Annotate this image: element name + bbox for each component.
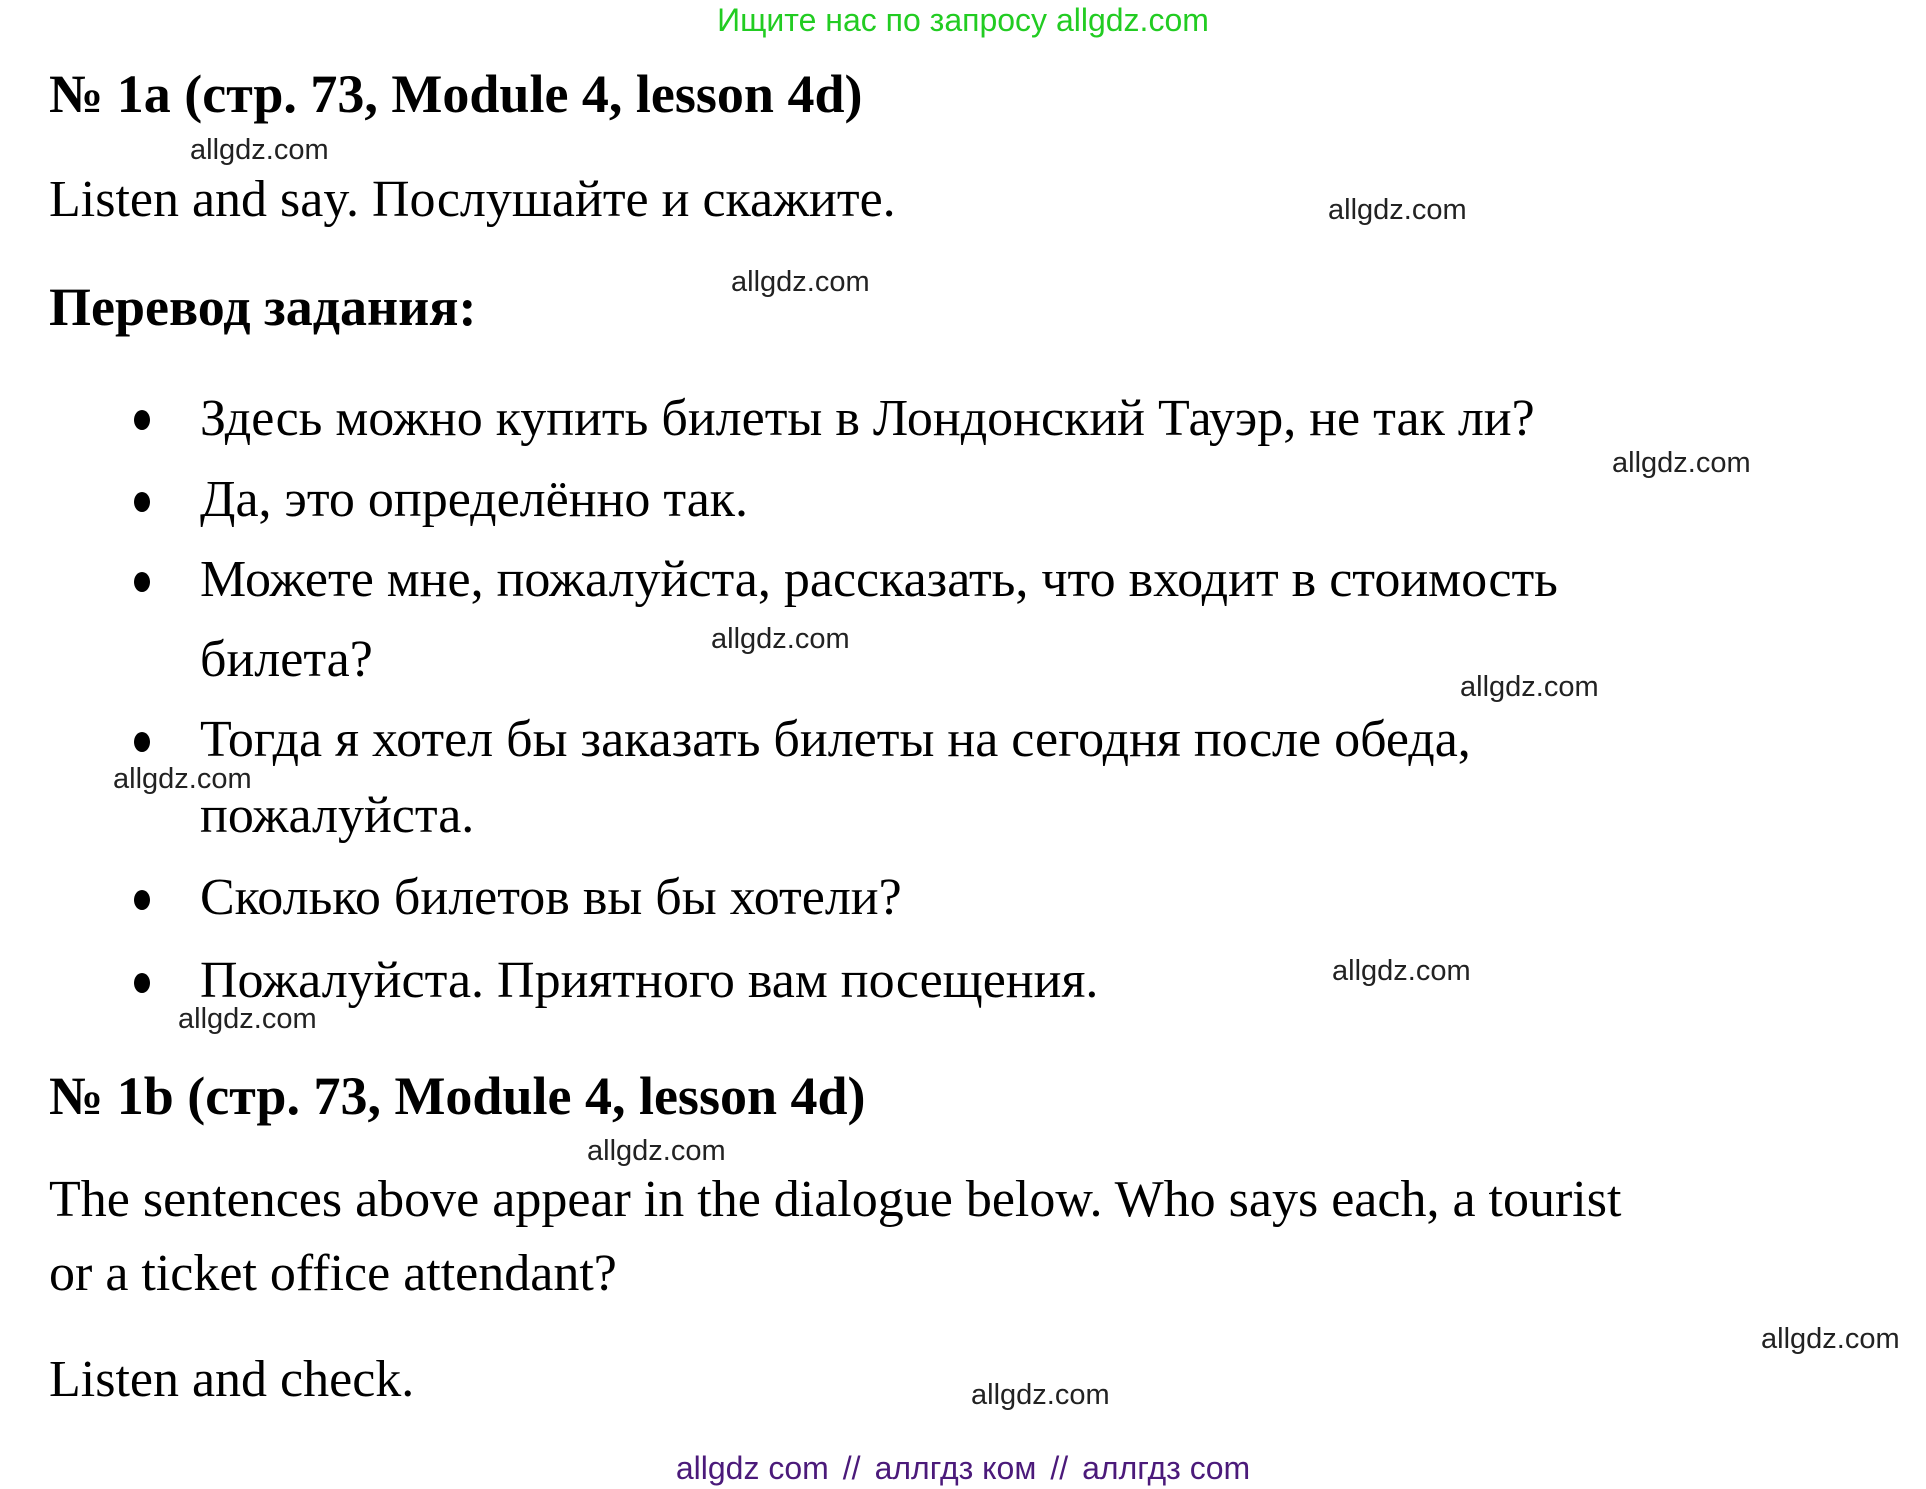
- footer-separator: //: [1050, 1450, 1069, 1486]
- watermark: allgdz.com: [711, 623, 850, 655]
- list-item: Пожалуйста. Приятного вам посещения.: [200, 952, 1099, 1009]
- bullet-icon: [134, 410, 150, 430]
- list-item-continuation: пожалуйста.: [200, 787, 475, 844]
- watermark: allgdz.com: [1612, 447, 1751, 479]
- footer-separator: //: [842, 1450, 861, 1486]
- watermark: allgdz.com: [1328, 194, 1467, 226]
- watermark: allgdz.com: [190, 134, 329, 166]
- bullet-icon: [134, 973, 150, 993]
- bullet-icon: [134, 732, 150, 752]
- list-item: Здесь можно купить билеты в Лондонский Тауэр, не так ли?: [200, 390, 1535, 447]
- translation-heading: Перевод задания:: [49, 277, 477, 337]
- exercise-1a-instruction: Listen and say. Послушайте и скажите.: [49, 171, 896, 228]
- watermark: allgdz.com: [587, 1135, 726, 1167]
- exercise-1b-title: № 1b (стр. 73, Module 4, lesson 4d): [49, 1066, 866, 1126]
- list-item: Сколько билетов вы бы хотели?: [200, 869, 902, 926]
- bullet-icon: [134, 890, 150, 910]
- exercise-1b-instruction-line: or a ticket office attendant?: [49, 1245, 617, 1302]
- watermark: allgdz.com: [178, 1003, 317, 1035]
- promo-banner: Ищите нас по запросу allgdz.com: [717, 2, 1209, 38]
- watermark: allgdz.com: [113, 763, 252, 795]
- watermark: allgdz.com: [1460, 671, 1599, 703]
- list-item: Тогда я хотел бы заказать билеты на сегодня после обеда,: [200, 711, 1471, 768]
- watermark: allgdz.com: [1332, 955, 1471, 987]
- exercise-1a-title: № 1a (стр. 73, Module 4, lesson 4d): [49, 64, 863, 124]
- bullet-icon: [134, 572, 150, 592]
- footer-link-allgdz-cyrillic[interactable]: аллгдз ком: [874, 1450, 1037, 1486]
- watermark: allgdz.com: [1761, 1323, 1900, 1355]
- footer-links: [0, 1448, 1926, 1488]
- footer-link-allgdz-mixed[interactable]: аллгдз com: [1082, 1450, 1251, 1486]
- list-item: Да, это определённо так.: [200, 471, 749, 528]
- exercise-1b-instruction-line: The sentences above appear in the dialogue below. Who says each, a tourist: [49, 1171, 1622, 1228]
- list-item: Можете мне, пожалуйста, рассказать, что входит в стоимость: [200, 551, 1558, 608]
- footer-link-allgdz[interactable]: allgdz com: [675, 1450, 829, 1486]
- list-item-continuation: билета?: [200, 631, 373, 688]
- watermark: allgdz.com: [731, 266, 870, 298]
- exercise-1b-check: Listen and check.: [49, 1351, 415, 1408]
- bullet-icon: [134, 492, 150, 512]
- watermark: allgdz.com: [971, 1379, 1110, 1411]
